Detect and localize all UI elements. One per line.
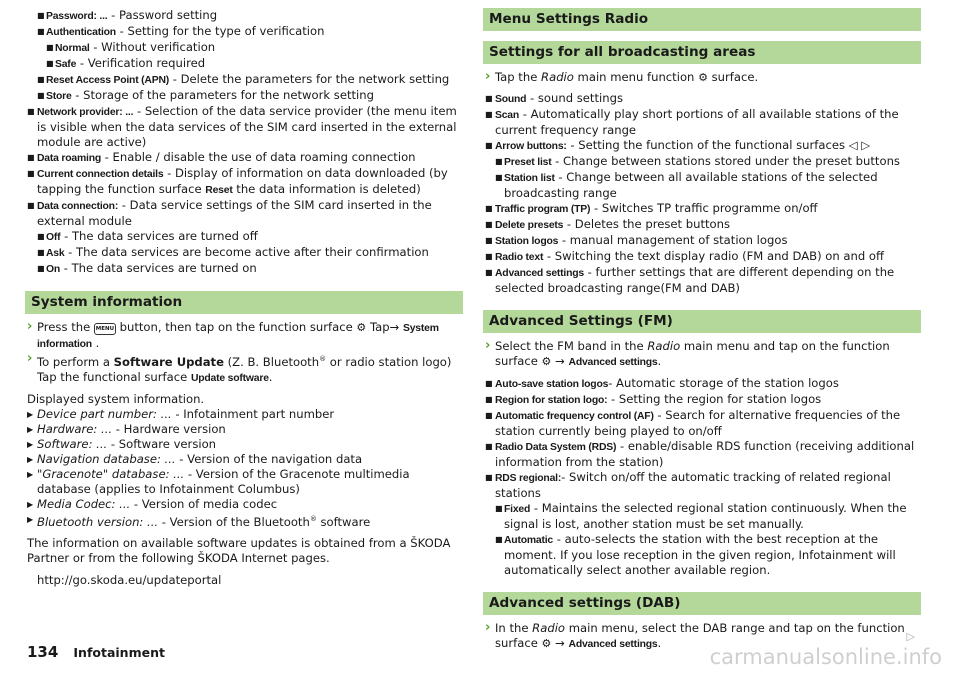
list-item: ■ Data connection: - Data service settings of the SIM card inserted in the external module	[27, 198, 432, 228]
list-item: ▶ Media Codec: ... - Version of media codec	[27, 496, 278, 511]
list-item: ■ Station list - Change between all available stations of the selected broadcasting range	[495, 170, 878, 200]
list-item: ■ Scan - Automatically play short portions of all available stations of the current frequency range	[485, 107, 899, 137]
step-arrow-icon: ›	[27, 319, 33, 334]
watermark: carmanualsonline.info	[709, 645, 942, 669]
left-column	[27, 8, 463, 588]
step-arrow-icon: ›	[485, 338, 491, 353]
settings-gear-icon: ⚙	[541, 637, 552, 650]
section-header-menu-settings-radio: Menu Settings Radio	[483, 8, 921, 31]
list-item: ▶ "Gracenote" database: ... - Version of the Gracenote multimedia database (applies to Infotainment Columbus)	[27, 466, 410, 496]
section-title: Infotainment	[73, 645, 165, 660]
list-item: ■ Network provider: ... - Selection of the data service provider (the menu item is visible when the data services of the SIM card inserted in the external module are active)	[27, 104, 457, 149]
list-item: ■ Sound - sound settings	[485, 91, 623, 105]
list-item: ■ Ask - The data services are become active after their confirmation	[37, 245, 429, 259]
list-item: ■ Data roaming - Enable / disable the use of data roaming connection	[27, 150, 416, 164]
instruction-step: › To perform a Software Update (Z. B. Bluetooth® or radio station logo) Tap the functional surface Update software.	[27, 351, 452, 384]
right-column	[485, 8, 921, 652]
list-item: ■ Arrow buttons: - Setting the function of the functional surfaces ◁ ▷	[485, 138, 871, 152]
step-arrow-icon: ›	[485, 69, 491, 84]
page-number: 134	[27, 643, 59, 661]
step-arrow-icon: ›	[485, 620, 491, 635]
list-item: ■ Radio text - Switching the text display radio (FM and DAB) on and off	[485, 249, 884, 263]
list-item: ■ Current connection details - Display of information on data downloaded (by tapping the function surface Reset the data information is deleted)	[27, 166, 448, 196]
list-item: ■ Password: ... - Password setting	[37, 8, 218, 22]
list-item: ■ Station logos - manual management of station logos	[485, 233, 788, 247]
instruction-step: › Tap the Radio main menu function ⚙ surface.	[485, 69, 759, 84]
list-item: ▶ Device part number: ... - Infotainment part number	[27, 406, 335, 421]
list-item: ■ Delete presets - Deletes the preset buttons	[485, 217, 731, 231]
list-item: ■ Fixed - Maintains the selected regional station continuously. When the signal is lost, another station must be set manually.	[495, 501, 907, 531]
list-item: ■ Traffic program (TP) - Switches TP traffic programme on/off	[485, 201, 818, 215]
instruction-step: › Press the MENU button, then tap on the function surface ⚙ Tap→ System information .	[27, 319, 439, 350]
list-item: ■ Region for station logo: - Setting the region for station logos	[485, 392, 822, 406]
list-item: ■ Off - The data services are turned off	[37, 229, 258, 243]
step-arrow-icon: ›	[27, 351, 33, 366]
paragraph: The information on available software updates is obtained from a ŠKODA Partner or from the following ŠKODA Internet pages.	[27, 535, 451, 565]
list-item: ▶ Bluetooth version: ... - Version of the Bluetooth® software	[27, 514, 371, 529]
list-item: ■ Automatic - auto-selects the station with the best reception at the moment. If you lose reception in the given region, Infotainment will automatically select another available region.	[495, 532, 896, 577]
list-item: ■ Preset list - Change between stations stored under the preset buttons	[495, 154, 900, 168]
section-header-broadcasting-areas: Settings for all broadcasting areas	[483, 41, 921, 64]
list-item: ■ Reset Access Point (APN) - Delete the parameters for the network setting	[37, 72, 450, 86]
list-item: ▶ Software: ... - Software version	[27, 436, 217, 451]
settings-gear-icon: ⚙	[356, 321, 367, 334]
settings-gear-icon: ⚙	[698, 71, 708, 84]
list-item: ▶ Hardware: ... - Hardware version	[27, 421, 226, 436]
list-item: ■ RDS regional:- Switch on/off the automatic tracking of related regional stations	[485, 470, 891, 500]
instruction-step: › In the Radio main menu, select the DAB range and tap on the function surface ⚙ → Advanced settings.	[485, 620, 905, 650]
list-item: ■ On - The data services are turned on	[37, 261, 257, 275]
paragraph: Displayed system information.	[27, 391, 205, 406]
list-item: ■ Store - Storage of the parameters for the network setting	[37, 88, 374, 102]
list-item: ■ Automatic frequency control (AF) - Search for alternative frequencies of the station currently being played to on/off	[485, 408, 901, 438]
section-header-advanced-fm: Advanced Settings (FM)	[483, 310, 921, 333]
page-footer	[27, 642, 165, 661]
list-item: ■ Advanced settings - further settings that are different depending on the selected broadcasting range(FM and DAB)	[485, 265, 895, 295]
list-item: ■ Safe - Verification required	[46, 56, 206, 70]
list-item: ▶ Navigation database: ... - Version of the navigation data	[27, 451, 363, 466]
continue-arrow-icon: ▷	[906, 630, 915, 643]
section-header-system-information: System information	[25, 291, 463, 314]
list-item: ■ Normal - Without verification	[46, 40, 216, 54]
list-item: ■ Auto-save station logos- Automatic storage of the station logos	[485, 376, 839, 390]
update-portal-url[interactable]: http://go.skoda.eu/updateportal	[37, 572, 222, 587]
settings-gear-icon: ⚙	[541, 355, 552, 368]
section-header-advanced-dab: Advanced settings (DAB)	[483, 592, 921, 615]
system-info-list	[27, 407, 463, 530]
list-item: ■ Radio Data System (RDS) - enable/disable RDS function (receiving additional information from the station)	[485, 439, 915, 469]
menu-button-icon: MENU	[94, 323, 116, 335]
instruction-step: › Select the FM band in the Radio main menu and tap on the function surface ⚙ → Advanced settings.	[485, 338, 890, 368]
list-item: ■ Authentication - Setting for the type of verification	[37, 24, 325, 38]
